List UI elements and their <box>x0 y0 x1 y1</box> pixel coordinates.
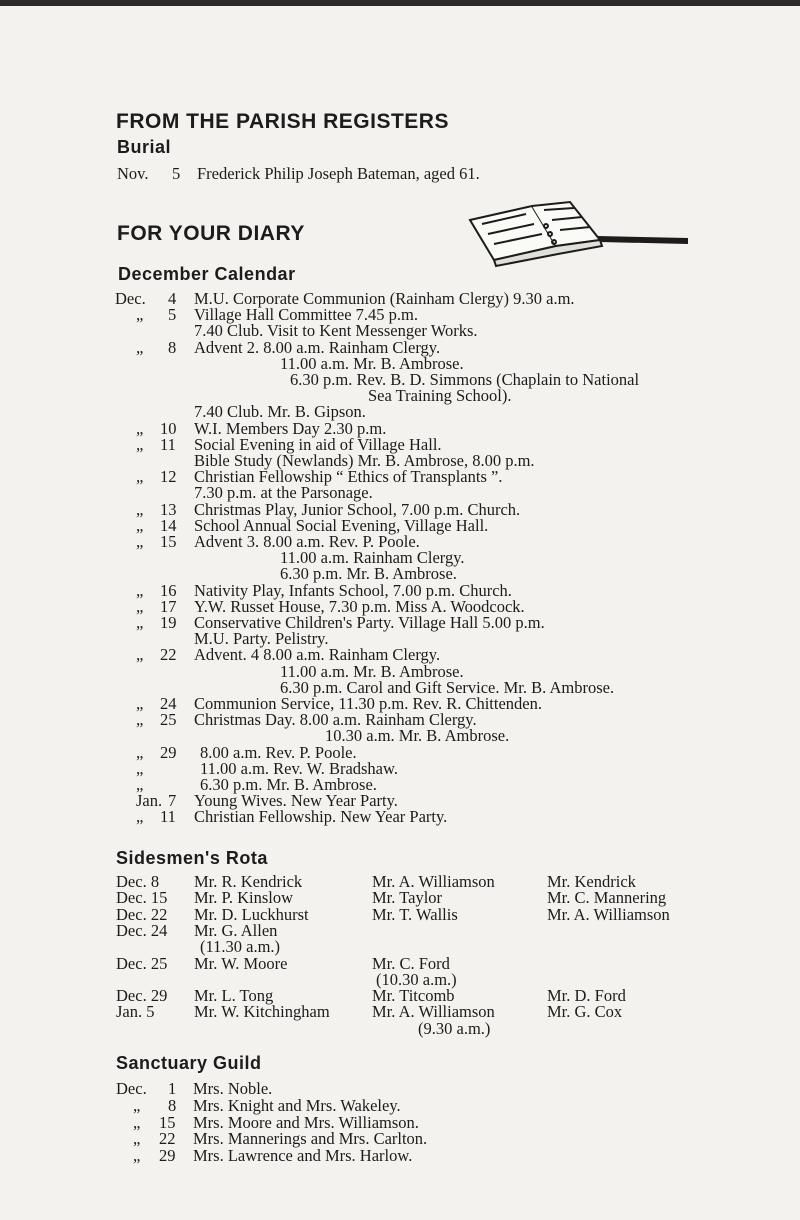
calendar-entry: Christian Fellowship “ Ethics of Transplants ”. <box>194 467 503 487</box>
calendar-entry: 11.00 a.m. Rainham Clergy. <box>280 548 465 568</box>
burial-day: 5 <box>172 164 181 183</box>
guild-entry: Mrs. Moore and Mrs. Williamson. <box>193 1112 419 1132</box>
rota-second: Mr. C. Ford <box>372 953 450 973</box>
calendar-day: 15 <box>160 532 177 551</box>
calendar-entry: Conservative Children's Party. Village Hall 5.00 p.m. <box>194 613 545 632</box>
calendar-entry: Nativity Play, Infants School, 7.00 p.m. Church. <box>194 580 512 600</box>
rota-third: Mr. Kendrick <box>547 872 636 891</box>
rota-second: Mr. A. Williamson <box>372 1002 495 1022</box>
calendar-day: 12 <box>160 467 177 487</box>
calendar-month: „ <box>136 499 144 519</box>
registers-heading: FROM THE PARISH REGISTERS <box>116 110 449 133</box>
guild-day: 15 <box>159 1112 176 1132</box>
calendar-month: „ <box>136 434 144 454</box>
calendar-entry: 7.40 Club. Mr. B. Gipson. <box>194 402 366 422</box>
calendar-entry: Y.W. Russet House, 7.30 p.m. Miss A. Woodcock. <box>194 596 525 616</box>
sidesmen-heading: Sidesmen's Rota <box>116 848 268 868</box>
calendar-entry: Christmas Play, Junior School, 7.00 p.m. Church. <box>194 499 521 519</box>
rota-date: Dec. 24 <box>116 920 168 940</box>
calendar-month: „ <box>136 580 144 600</box>
calendar-entry: Christian Fellowship. New Year Party. <box>194 807 448 827</box>
calendar-entry: 11.00 a.m. Mr. B. Ambrose. <box>280 353 464 373</box>
calendar-entry: 6.30 p.m. Rev. B. D. Simmons (Chaplain to National <box>290 370 640 389</box>
calendar-entry: 6.30 p.m. Carol and Gift Service. Mr. B. Ambrose. <box>280 677 615 697</box>
rota-date: Jan. 5 <box>116 1002 155 1022</box>
calendar-month: „ <box>136 305 144 325</box>
rota-third: Mr. C. Mannering <box>547 888 667 908</box>
rota-third: Mr. A. Williamson <box>547 904 670 924</box>
guild-day: 1 <box>168 1079 177 1098</box>
calendar-entry: 11.00 a.m. Mr. B. Ambrose. <box>280 661 464 681</box>
calendar-day: 24 <box>160 694 177 713</box>
rota-first: Mr. D. Luckhurst <box>194 904 309 924</box>
guild-month: „ <box>133 1112 141 1132</box>
rota-first: Mr. L. Tong <box>194 986 274 1006</box>
calendar-month: „ <box>136 467 144 487</box>
calendar-month: „ <box>136 807 144 827</box>
calendar-day: 10 <box>160 418 177 438</box>
calendar-entry: Christmas Day. 8.00 a.m. Rainham Clergy. <box>194 710 477 730</box>
december-heading: December Calendar <box>118 264 296 284</box>
calendar-day: 11 <box>160 807 176 827</box>
burial-heading: Burial <box>117 137 172 157</box>
guild-month: „ <box>133 1146 141 1166</box>
calendar-month: Dec. <box>115 289 146 308</box>
calendar-day: 14 <box>160 515 177 535</box>
sanctuary-heading: Sanctuary Guild <box>116 1053 262 1073</box>
rota-date: Dec. 8 <box>116 872 160 891</box>
burial-month: Nov. <box>117 164 149 183</box>
calendar-entry: M.U. Party. Pelistry. <box>194 629 329 649</box>
rota-third: Mr. G. Cox <box>547 1002 623 1022</box>
calendar-entry: School Annual Social Evening, Village Hall. <box>194 515 489 535</box>
rota-date: Dec. 15 <box>116 888 168 908</box>
guild-month: Dec. <box>116 1079 147 1098</box>
guild-entry: Mrs. Lawrence and Mrs. Harlow. <box>193 1146 413 1166</box>
calendar-month: „ <box>136 337 144 357</box>
calendar-month: „ <box>136 758 144 778</box>
calendar-day: 22 <box>160 645 177 665</box>
calendar-entry: Young Wives. New Year Party. <box>194 791 398 811</box>
calendar-entry: Sea Training School). <box>368 386 512 406</box>
rota-third: Mr. D. Ford <box>547 986 626 1006</box>
calendar-month: „ <box>136 694 144 713</box>
calendar-day: 25 <box>160 710 177 730</box>
rota-first: Mr. W. Kitchingham <box>194 1002 330 1022</box>
calendar-entry: 10.30 a.m. Mr. B. Ambrose. <box>325 726 510 746</box>
calendar-entry: 7.40 Club. Visit to Kent Messenger Works. <box>194 321 478 341</box>
calendar-entry: Communion Service, 11.30 p.m. Rev. R. Chittenden. <box>194 694 542 713</box>
calendar-day: 13 <box>160 499 177 519</box>
calendar-month: „ <box>136 532 144 551</box>
calendar-entry: Social Evening in aid of Village Hall. <box>194 434 442 454</box>
rota-first: Mr. P. Kinslow <box>194 888 294 908</box>
calendar-day: 17 <box>160 596 177 616</box>
guild-day: 8 <box>168 1095 177 1115</box>
calendar-month: „ <box>136 596 144 616</box>
calendar-entry: 6.30 p.m. Mr. B. Ambrose. <box>280 564 457 584</box>
guild-entry: Mrs. Noble. <box>193 1079 273 1098</box>
rota-date: Dec. 29 <box>116 986 168 1006</box>
rota-date: Dec. 25 <box>116 953 168 973</box>
calendar-day: 19 <box>160 613 177 632</box>
open-diary-book-icon <box>466 200 691 272</box>
calendar-entry: Advent. 4 8.00 a.m. Rainham Clergy. <box>194 645 441 665</box>
guild-day: 22 <box>159 1129 176 1149</box>
guild-entry: Mrs. Knight and Mrs. Wakeley. <box>193 1095 401 1115</box>
calendar-entry: 6.30 p.m. Mr. B. Ambrose. <box>200 775 377 794</box>
calendar-month: „ <box>136 645 144 665</box>
calendar-day: 7 <box>168 791 177 811</box>
rota-first: Mr. G. Allen <box>194 920 278 940</box>
calendar-entry: M.U. Corporate Communion (Rainham Clergy) 9.30 a.m. <box>194 289 575 308</box>
rota-date: Dec. 22 <box>116 904 168 924</box>
rota-first: Mr. R. Kendrick <box>194 872 303 891</box>
diary-heading: FOR YOUR DIARY <box>117 222 305 245</box>
calendar-day: 11 <box>160 434 176 454</box>
guild-month: „ <box>133 1095 141 1115</box>
calendar-entry: Advent 2. 8.00 a.m. Rainham Clergy. <box>194 337 441 357</box>
calendar-entry: Village Hall Committee 7.45 p.m. <box>194 305 419 325</box>
calendar-month: Jan. <box>136 791 163 811</box>
calendar-month: „ <box>136 515 144 535</box>
calendar-month: „ <box>136 418 144 438</box>
calendar-entry: 8.00 a.m. Rev. P. Poole. <box>200 742 357 762</box>
calendar-day: 29 <box>160 742 177 762</box>
top-border <box>0 0 800 6</box>
rota-second: (10.30 a.m.) <box>376 969 457 989</box>
calendar-month: „ <box>136 742 144 762</box>
calendar-month: „ <box>136 775 144 794</box>
calendar-day: 16 <box>160 580 177 600</box>
guild-month: „ <box>133 1129 141 1149</box>
calendar-entry: W.I. Members Day 2.30 p.m. <box>194 418 387 438</box>
calendar-month: „ <box>136 613 144 632</box>
calendar-day: 8 <box>168 337 177 357</box>
calendar-entry: Bible Study (Newlands) Mr. B. Ambrose, 8.00 p.m. <box>194 451 535 470</box>
rota-first: Mr. W. Moore <box>194 953 288 973</box>
guild-day: 29 <box>159 1146 176 1166</box>
rota-first: (11.30 a.m.) <box>200 937 281 957</box>
guild-entry: Mrs. Mannerings and Mrs. Carlton. <box>193 1129 428 1149</box>
rota-second: Mr. T. Wallis <box>372 904 458 924</box>
rota-second: Mr. Taylor <box>372 888 443 908</box>
calendar-month: „ <box>136 710 144 730</box>
rota-second: (9.30 a.m.) <box>418 1018 491 1038</box>
calendar-day: 4 <box>168 289 177 308</box>
burial-entry: Frederick Philip Joseph Bateman, aged 61. <box>197 164 480 183</box>
rota-second: Mr. A. Williamson <box>372 872 495 891</box>
rota-second: Mr. Titcomb <box>372 986 455 1006</box>
calendar-day: 5 <box>168 305 177 325</box>
calendar-entry: Advent 3. 8.00 a.m. Rev. P. Poole. <box>194 532 420 551</box>
calendar-entry: 7.30 p.m. at the Parsonage. <box>194 483 373 503</box>
calendar-entry: 11.00 a.m. Rev. W. Bradshaw. <box>200 758 398 778</box>
